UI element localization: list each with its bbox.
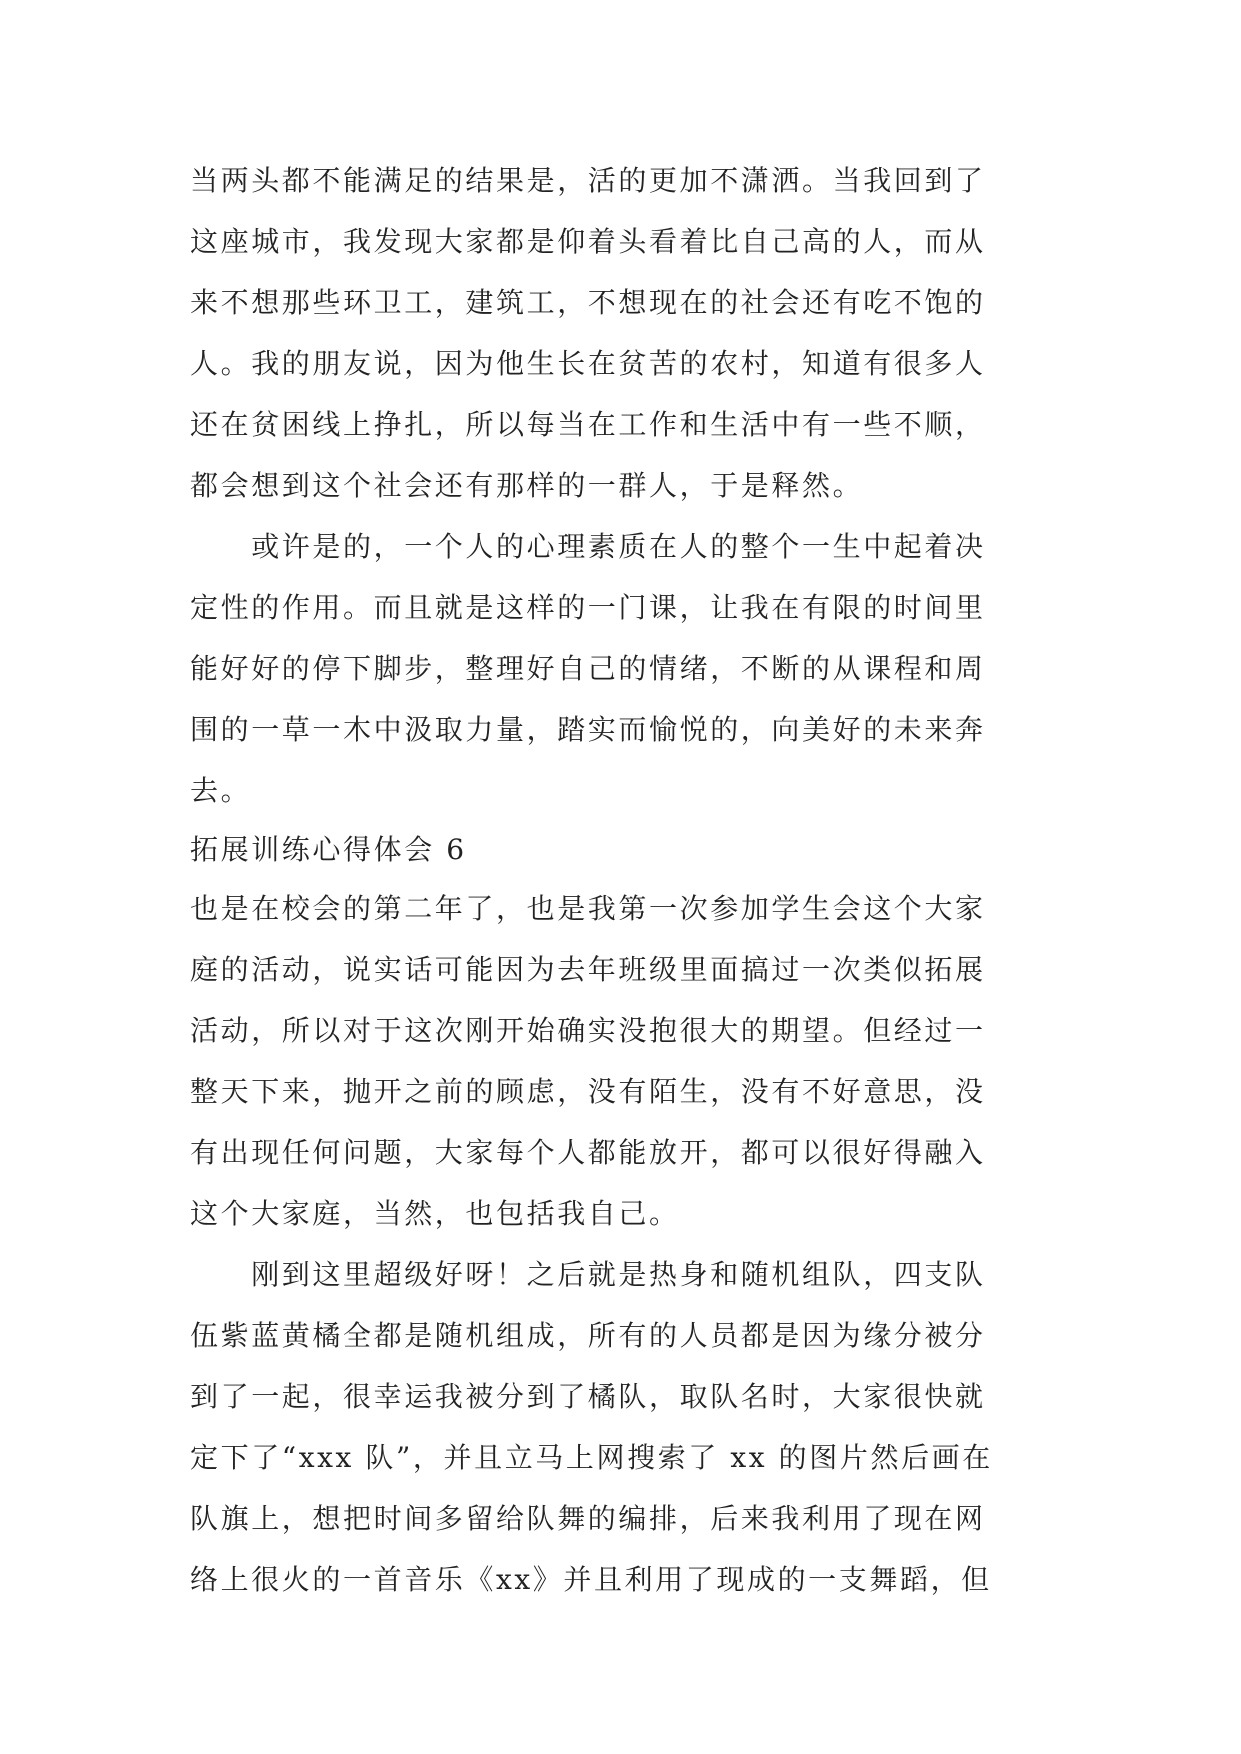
document-body: [190, 150, 1060, 1610]
text-line: 围的一草一木中汲取力量，踏实而愉悦的，向美好的未来奔: [190, 713, 986, 746]
text-line: 庭的活动，说实话可能因为去年班级里面搞过一次类似拓展: [190, 953, 986, 986]
text-line: 刚到这里超级好呀！之后就是热身和随机组队，四支队: [190, 1258, 986, 1291]
text-line: 定下了“xxx 队”，并且立马上网搜索了 xx 的图片然后画在: [190, 1441, 993, 1474]
text-line: 络上很火的一首音乐《xx》并且利用了现成的一支舞蹈，但: [190, 1563, 992, 1596]
text-line: 能好好的停下脚步，整理好自己的情绪，不断的从课程和周: [190, 652, 986, 685]
text-line: 到了一起，很幸运我被分到了橘队，取队名时，大家很快就: [190, 1380, 986, 1413]
text-line: 都会想到这个社会还有那样的一群人，于是释然。: [190, 469, 864, 502]
text-line: 队旗上，想把时间多留给队舞的编排，后来我利用了现在网: [190, 1502, 986, 1535]
text-line: 当两头都不能满足的结果是，活的更加不潇洒。当我回到了: [190, 164, 986, 197]
text-line: 这个大家庭，当然，也包括我自己。: [190, 1197, 680, 1230]
text-line: 活动，所以对于这次刚开始确实没抱很大的期望。但经过一: [190, 1014, 986, 1047]
text-line: 也是在校会的第二年了，也是我第一次参加学生会这个大家: [190, 892, 986, 925]
text-line: 这座城市，我发现大家都是仰着头看着比自己高的人，而从: [190, 225, 986, 258]
text-line: 定性的作用。而且就是这样的一门课，让我在有限的时间里: [190, 591, 986, 624]
text-line: 人。我的朋友说，因为他生长在贫苦的农村，知道有很多人: [190, 347, 986, 380]
text-line: 有出现任何问题，大家每个人都能放开，都可以很好得融入: [190, 1136, 986, 1169]
text-line: 还在贫困线上挣扎，所以每当在工作和生活中有一些不顺，: [190, 408, 986, 441]
text-line: 或许是的，一个人的心理素质在人的整个一生中起着决: [190, 530, 986, 563]
text-line: 整天下来，抛开之前的顾虑，没有陌生，没有不好意思，没: [190, 1075, 986, 1108]
section-heading: 拓展训练心得体会 6: [190, 833, 467, 866]
text-line: 来不想那些环卫工，建筑工，不想现在的社会还有吃不饱的: [190, 286, 986, 319]
text-line: 伍紫蓝黄橘全都是随机组成，所有的人员都是因为缘分被分: [190, 1319, 986, 1352]
text-line: 去。: [190, 774, 252, 807]
